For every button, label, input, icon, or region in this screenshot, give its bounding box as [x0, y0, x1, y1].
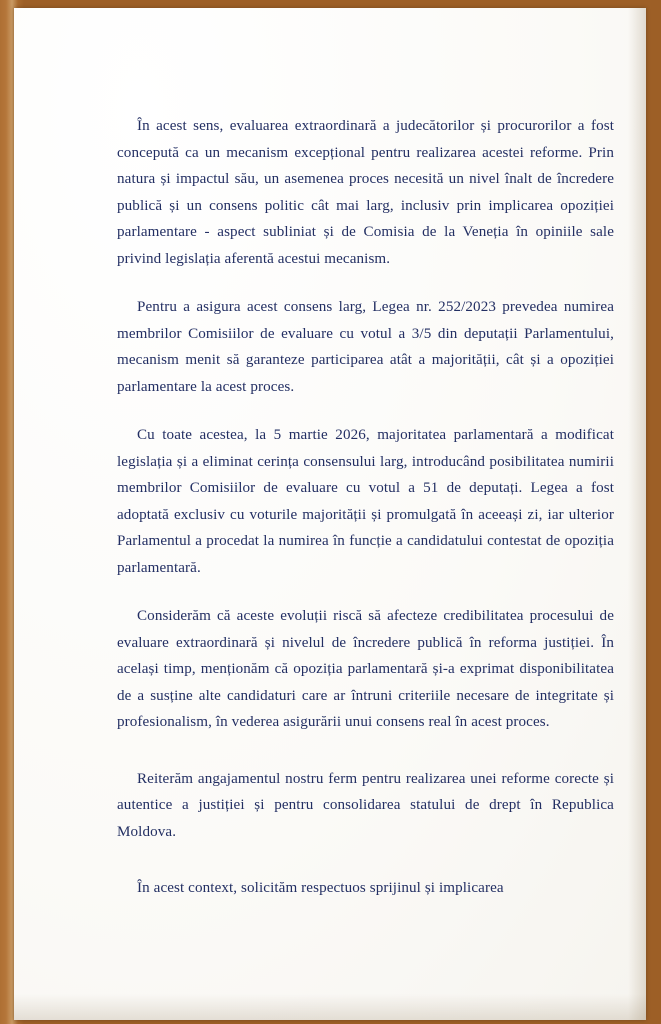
- paragraph: În acest sens, evaluarea extraordinară a judecătorilor și procurorilor a fost concepută ca un mecanism excepțional pentru realizarea acestei reforme. Prin natura și impactul său, un asemenea proces necesită un nivel înalt de încredere publică și un consens politic cât mai larg, inclusiv prin implicarea opoziției parlamentare - aspect subliniat și de Comisia de la Veneția în opiniile sale privind legislația aferentă acestui mecanism.: [117, 118, 614, 267]
- page-bottom-shadow: [14, 994, 646, 1020]
- paragraph: În acest context, solicităm respectuos sprijinul și implicarea: [137, 880, 504, 896]
- paragraph: Pentru a asigura acest consens larg, Legea nr. 252/2023 prevedea numirea membrilor Comisiilor de evaluare cu votul a 3/5 din deputații Parlamentului, mecanism menit să garanteze participarea atât a majorității, cât și a opoziției parlamentare la acest proces.: [117, 299, 614, 395]
- paragraph: Cu toate acestea, la 5 martie 2026, majoritatea parlamentară a modificat legislația și a eliminat cerința consensului larg, introducând posibilitatea numirii membrilor Comisiilor de evaluare cu votul a 51 de deputați. Legea a fost adoptată exclusiv cu voturile majorității și promulgată în aceeași zi, iar ulterior Parlamentul a procedat la numirea în funcție a candidatului contestat de opoziția parlamentară.: [117, 427, 614, 576]
- paragraph: Considerăm că aceste evoluții riscă să afecteze credibilitatea procesului de evaluare extraordinară și nivelul de încredere publică în reforma justiției. În același timp, menționăm că opoziția parlamentară și-a exprimat disponibilitatea de a susține alte candidaturi care ar întruni criteriile necesare de integritate și profesionalism, în vederea asigurării unui consens real în acest proces.: [117, 608, 614, 730]
- paragraph: Reiterăm angajamentul nostru ferm pentru realizarea unei reforme corecte și autentice a justiției și pentru consolidarea statului de drept în Republica Moldova.: [117, 770, 614, 840]
- page-surface: [14, 8, 646, 1020]
- page-edge-shadow: [628, 8, 646, 1020]
- document-page: [14, 8, 646, 1020]
- document-body: [117, 113, 614, 902]
